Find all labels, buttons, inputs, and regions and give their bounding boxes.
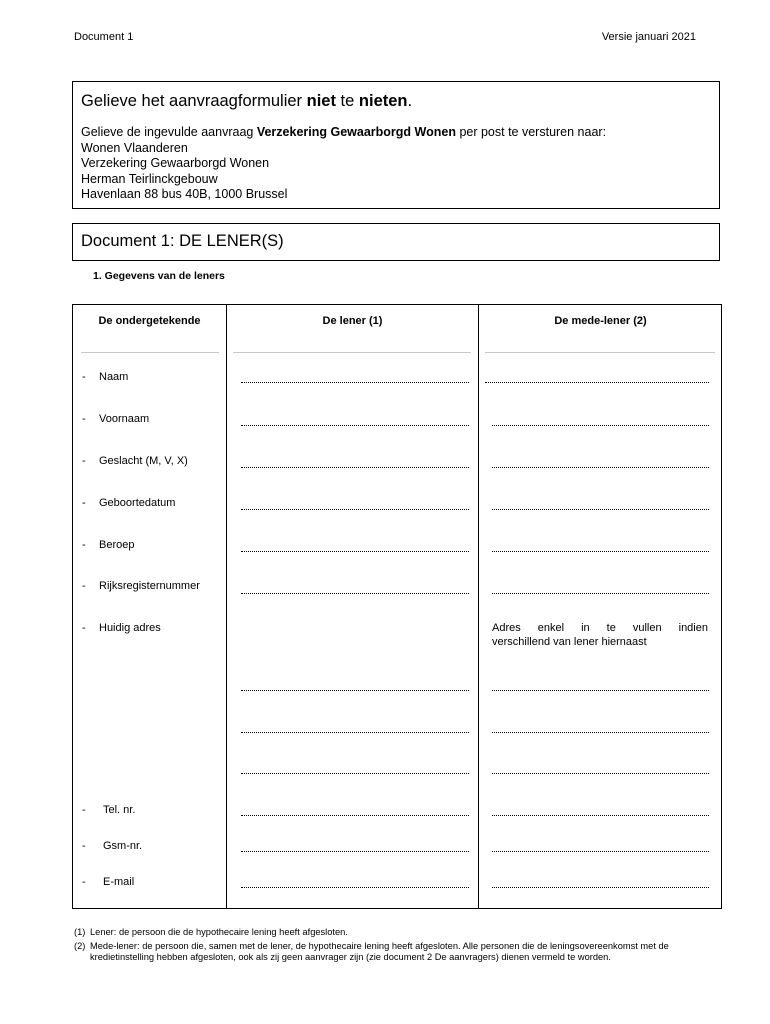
row-dash: -: [82, 876, 86, 888]
address-line: Herman Teirlinckgebouw: [81, 171, 218, 186]
send-instruction: Gelieve de ingevulde aanvraag Verzekering Gewaarborgd Wonen per post te versturen naar:: [81, 125, 607, 139]
label-geslacht: Geslacht (M, V, X): [99, 455, 188, 467]
borrowers-table: [72, 304, 722, 909]
label-gsm: Gsm-nr.: [103, 840, 143, 852]
field-voornaam-medelener[interactable]: [492, 425, 709, 426]
label-voornaam: Voornaam: [99, 413, 150, 425]
field-adres-lener-2[interactable]: [241, 732, 469, 733]
row-dash: -: [82, 804, 86, 816]
row-dash: -: [82, 622, 86, 634]
address-note: [492, 621, 708, 649]
header-rule: [81, 352, 219, 353]
notice-title: Gelieve het aanvraagformulier niet te nieten.: [81, 92, 413, 110]
label-geboortedatum: Geboortedatum: [99, 497, 176, 509]
field-geslacht-lener[interactable]: [241, 467, 469, 468]
address-line: Havenlaan 88 bus 40B, 1000 Brussel: [81, 187, 288, 201]
column-divider: [226, 305, 227, 908]
column-header-co-borrower: De mede-lener (2): [554, 315, 647, 327]
field-beroep-medelener[interactable]: [492, 551, 709, 552]
field-adres-medelener-3[interactable]: [492, 773, 709, 774]
footnote: (1) Lener: de persoon die de hypothecaire lening heeft afgesloten.: [74, 927, 348, 937]
column-header-borrower: De lener (1): [322, 315, 383, 327]
notice-address: [81, 125, 711, 203]
field-adres-medelener-2[interactable]: [492, 732, 709, 733]
label-huidig-adres: Huidig adres: [99, 622, 161, 634]
header-version: Versie januari 2021: [601, 31, 696, 43]
row-dash: -: [82, 413, 86, 425]
field-naam-lener[interactable]: [241, 382, 469, 383]
header-rule: [485, 352, 715, 353]
field-voornaam-lener[interactable]: [241, 425, 469, 426]
field-email-lener[interactable]: [241, 887, 469, 888]
notice-box: [72, 81, 720, 209]
section-title: 1. Gegevens van de leners: [93, 270, 225, 282]
field-adres-lener-1[interactable]: [241, 690, 469, 691]
row-dash: -: [82, 455, 86, 467]
row-dash: -: [82, 840, 86, 852]
field-tel-lener[interactable]: [241, 815, 469, 816]
address-note-line: Adres enkel in te vullen indien: [492, 622, 708, 634]
label-tel: Tel. nr.: [103, 804, 136, 816]
field-rijksregisternummer-medelener[interactable]: [492, 593, 709, 594]
field-email-medelener[interactable]: [492, 887, 709, 888]
field-geboortedatum-lener[interactable]: [241, 509, 469, 510]
row-dash: -: [82, 371, 86, 383]
row-dash: -: [82, 497, 86, 509]
column-header-undersigned: De ondergetekende: [98, 315, 201, 327]
address-note-line: verschillend van lener hiernaast: [492, 636, 647, 648]
address-line: Wonen Vlaanderen: [81, 140, 188, 155]
address-line: Verzekering Gewaarborgd Wonen: [81, 156, 270, 170]
row-dash: -: [82, 539, 86, 551]
label-naam: Naam: [99, 371, 129, 383]
label-rijksregisternummer: Rijksregisternummer: [99, 580, 200, 592]
field-tel-medelener[interactable]: [492, 815, 709, 816]
field-beroep-lener[interactable]: [241, 551, 469, 552]
field-naam-medelener[interactable]: [485, 382, 709, 383]
footnote: (2) Mede-lener: de persoon die, samen met de lener, de hypothecaire lening heeft afgesloten. Alle personen die de leningsovereenkomst met de kredietinstelling hebben afgesloten, ook als zij geen aanvrager zijn (zie document 2 De aanvragers) dienen vermeld te worden.: [74, 940, 669, 962]
field-geboortedatum-medelener[interactable]: [492, 509, 709, 510]
field-gsm-lener[interactable]: [241, 851, 469, 852]
field-adres-lener-3[interactable]: [241, 773, 469, 774]
document-title: Document 1: DE LENER(S): [72, 223, 720, 261]
label-email: E-mail: [103, 876, 135, 888]
label-beroep: Beroep: [99, 539, 135, 551]
column-divider: [478, 305, 479, 908]
field-adres-medelener-1[interactable]: [492, 690, 709, 691]
field-geslacht-medelener[interactable]: [492, 467, 709, 468]
header-rule: [233, 352, 471, 353]
field-rijksregisternummer-lener[interactable]: [241, 593, 469, 594]
field-gsm-medelener[interactable]: [492, 851, 709, 852]
header-document-label: Document 1: [74, 31, 134, 43]
row-dash: -: [82, 580, 86, 592]
footnotes: [74, 927, 704, 966]
